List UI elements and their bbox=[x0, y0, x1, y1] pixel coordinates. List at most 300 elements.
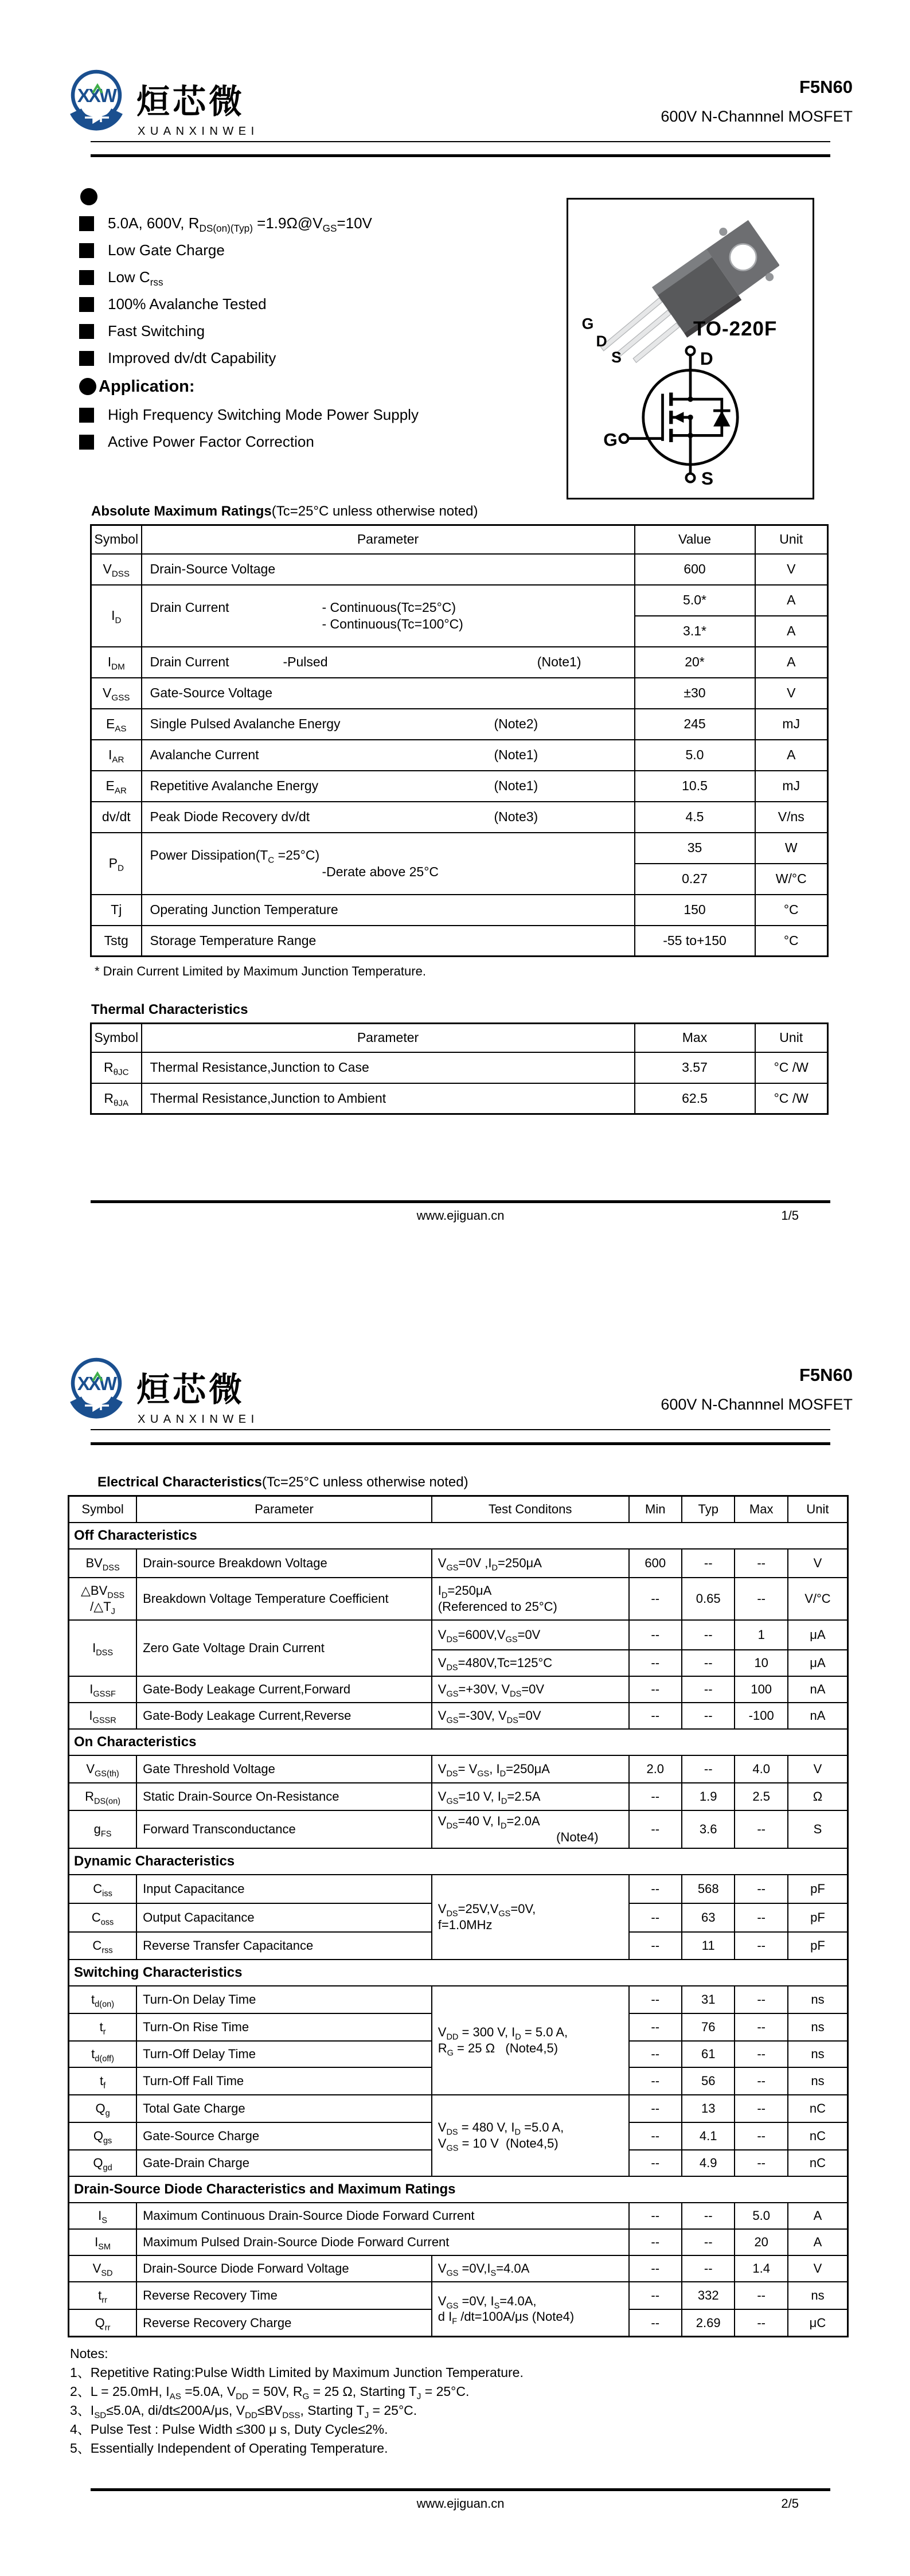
cell-unit: nA bbox=[788, 1703, 848, 1729]
cell-typ: 2.69 bbox=[682, 2309, 735, 2337]
cell-typ: 61 bbox=[682, 2041, 735, 2067]
col-header-max: Max bbox=[735, 1496, 787, 1523]
cell-max: -- bbox=[735, 1578, 787, 1620]
cell-symbol: $R_{\theta JC}$ bbox=[91, 1052, 142, 1083]
cell-min: -- bbox=[629, 1650, 682, 1676]
cell-parameter bbox=[142, 802, 635, 833]
cell-symbol: $BV_{DSS}$ bbox=[69, 1549, 137, 1578]
table-row bbox=[69, 1578, 848, 1620]
cell-max: 5.0 bbox=[735, 2203, 787, 2229]
header-rule-thick bbox=[91, 154, 830, 157]
cell-symbol: $I_S$ bbox=[69, 2203, 137, 2229]
cell-parameter: Turn-Off Fall Time bbox=[136, 2067, 432, 2095]
cell-max: -- bbox=[735, 2282, 787, 2309]
square-bullet-icon bbox=[79, 435, 94, 450]
cell-min: -- bbox=[629, 2095, 682, 2122]
cell-typ: -- bbox=[682, 1620, 735, 1650]
cell-unit: nC bbox=[788, 2095, 848, 2122]
pin-label-s: S bbox=[611, 349, 622, 364]
thermal-characteristics-table bbox=[90, 1022, 829, 1115]
application-item bbox=[79, 401, 561, 428]
cell-unit: A bbox=[788, 2203, 848, 2229]
datasheet-page-2 bbox=[0, 1288, 910, 2576]
cell-symbol: $t_{d(on)}$ bbox=[69, 1986, 137, 2013]
table-row bbox=[69, 1676, 848, 1703]
part-subtitle: 600V N-Channnel MOSFET bbox=[661, 108, 853, 125]
header-rule-thick bbox=[91, 1442, 830, 1445]
cell-symbol: $I_{DSS}$ bbox=[69, 1620, 137, 1676]
col-header-unit: Unit bbox=[788, 1496, 848, 1523]
cell-min: -- bbox=[629, 1903, 682, 1932]
table-row bbox=[69, 1875, 848, 1903]
notes-heading: Notes: bbox=[70, 2346, 108, 2361]
cell-parameter: Static Drain-Source On-Resistance bbox=[136, 1783, 432, 1810]
cell-parameter: Input Capacitance bbox=[136, 1875, 432, 1903]
cell-typ: 76 bbox=[682, 2013, 735, 2041]
param-note: (Note1) bbox=[494, 747, 538, 763]
part-number: F5N60 bbox=[799, 1365, 853, 1385]
param-cond: - Continuous(Tc=25°C) bbox=[322, 599, 456, 615]
cell-conditions-shared: $V_{DS} = 480$ V, $I_D =5.0$ A, $V_{GS} = 10$ V (Note4,5) bbox=[432, 2095, 629, 2176]
cell-conditions: $V_{GS} =0V,I_S=4.0A$ bbox=[432, 2255, 629, 2282]
cell-min: 2.0 bbox=[629, 1755, 682, 1783]
param-cond: -Derate above 25°C bbox=[322, 864, 439, 879]
cell-parameter bbox=[142, 585, 635, 647]
square-bullet-icon bbox=[79, 270, 94, 285]
cell-typ: 332 bbox=[682, 2282, 735, 2309]
cell-value: 20* bbox=[635, 647, 755, 678]
cond-note: (Note4) bbox=[556, 1829, 599, 1844]
cell-unit: ns bbox=[788, 2067, 848, 2095]
col-header-unit: Unit bbox=[755, 1024, 828, 1052]
col-header-parameter: Parameter bbox=[142, 1024, 635, 1052]
cell-typ: 0.65 bbox=[682, 1578, 735, 1620]
cell-typ: 63 bbox=[682, 1903, 735, 1932]
page-number: 1/5 bbox=[781, 1208, 799, 1223]
cell-min: -- bbox=[629, 1875, 682, 1903]
cell-typ: 31 bbox=[682, 1986, 735, 2013]
cell-unit: ns bbox=[788, 2282, 848, 2309]
cell-unit: nA bbox=[788, 1676, 848, 1703]
cell-parameter: Breakdown Voltage Temperature Coefficient bbox=[136, 1578, 432, 1620]
cell-typ: 1.9 bbox=[682, 1783, 735, 1810]
cell-parameter: Gate-Source Voltage bbox=[142, 678, 635, 709]
cell-min: -- bbox=[629, 2013, 682, 2041]
note-item: 3、$I_{SD}\le 5.0A$, di/dt≤200A/μs, $V_{DD}\le BV_{DSS}$, Starting $T_J = 25^\circ C$. bbox=[70, 2403, 417, 2421]
brand-name-en: XUANXINWEI bbox=[138, 1413, 259, 1426]
package-name: TO-220F bbox=[693, 318, 778, 340]
cell-typ: -- bbox=[682, 1549, 735, 1578]
table-header-row bbox=[91, 525, 828, 554]
param-cond: -Pulsed bbox=[283, 654, 328, 670]
cell-unit: A bbox=[755, 647, 828, 678]
table-row bbox=[91, 709, 828, 740]
brand-name-en: XUANXINWEI bbox=[138, 125, 259, 138]
cell-unit: °C /W bbox=[755, 1052, 828, 1083]
cell-symbol: $R_{DS(on)}$ bbox=[69, 1783, 137, 1810]
footer-url: www.ejiguan.cn bbox=[416, 1208, 505, 1223]
cell-symbol: $C_{rss}$ bbox=[69, 1932, 137, 1960]
footer-url: www.ejiguan.cn bbox=[416, 2496, 505, 2511]
cell-min: -- bbox=[629, 2255, 682, 2282]
cell-min: -- bbox=[629, 2229, 682, 2255]
bullet-icon bbox=[80, 188, 97, 205]
feature-text: 5.0A, 600V, $R_{DS(on)(Typ)}$ $=1.9\Omega@V_{GS}=10V$ bbox=[108, 214, 372, 235]
symbol-label-s: S bbox=[701, 467, 714, 487]
table-row bbox=[69, 1703, 848, 1729]
cell-min: -- bbox=[629, 2067, 682, 2095]
col-header-parameter: Parameter bbox=[142, 525, 635, 554]
feature-text: Low Gate Charge bbox=[108, 241, 225, 259]
param-note: (Note1) bbox=[537, 654, 581, 670]
cell-unit: μA bbox=[788, 1620, 848, 1650]
col-header-max: Max bbox=[635, 1024, 755, 1052]
cell-parameter: Storage Temperature Range bbox=[142, 926, 635, 957]
table-row bbox=[91, 585, 828, 616]
gate-terminal bbox=[620, 434, 628, 443]
part-header bbox=[661, 77, 853, 126]
page-footer bbox=[91, 2488, 830, 2511]
param-name: Drain Current bbox=[150, 599, 229, 615]
cell-min: -- bbox=[629, 2203, 682, 2229]
symbol-label-d: D bbox=[700, 348, 713, 369]
cell-max: -- bbox=[735, 2013, 787, 2041]
cell-symbol: dv/dt bbox=[91, 802, 142, 833]
cell-typ: 568 bbox=[682, 1875, 735, 1903]
section-band-off: Off Characteristics bbox=[69, 1523, 848, 1549]
param-name: Peak Diode Recovery dv/dt bbox=[150, 809, 310, 825]
cell-parameter: Drain-source Breakdown Voltage bbox=[136, 1549, 432, 1578]
table-row bbox=[69, 1620, 848, 1650]
cell-min: 600 bbox=[629, 1549, 682, 1578]
cell-value: -55 to+150 bbox=[635, 926, 755, 957]
cell-min: -- bbox=[629, 2041, 682, 2067]
cell-typ: 3.6 bbox=[682, 1810, 735, 1848]
header-rule-thin bbox=[91, 1429, 830, 1430]
table-row bbox=[91, 1052, 828, 1083]
param-name: Power $Dissipation(T_C =25^\circ C)$ bbox=[150, 847, 320, 865]
cell-parameter: Gate-Source Charge bbox=[136, 2122, 432, 2150]
cell-parameter: Drain-Source Diode Forward Voltage bbox=[136, 2255, 432, 2282]
table-row bbox=[91, 1083, 828, 1114]
brand-name-cn: 烜芯微 bbox=[136, 1371, 245, 1408]
cell-min: -- bbox=[629, 2122, 682, 2150]
cell-conditions: $V_{DS}=600V,V_{GS}=0V$ bbox=[432, 1620, 629, 1650]
section-title: Electrical Characteristics(Tc=25°C unless otherwise noted) bbox=[97, 1474, 468, 1490]
cell-unit: A bbox=[788, 2229, 848, 2255]
cell-parameter bbox=[142, 740, 635, 771]
cell-unit: V bbox=[788, 2255, 848, 2282]
cell-value: 245 bbox=[635, 709, 755, 740]
cell-parameter: Turn-Off Delay Time bbox=[136, 2041, 432, 2067]
cell-conditions: $V_{GS}=0V$ $,I_D=250\mu A$ bbox=[432, 1549, 629, 1578]
cell-parameter: Turn-On Delay Time bbox=[136, 1986, 432, 2013]
cell-min: -- bbox=[629, 2309, 682, 2337]
cell-symbol: $V_{SD}$ bbox=[69, 2255, 137, 2282]
cell-parameter: Reverse Recovery Charge bbox=[136, 2309, 432, 2337]
feature-item bbox=[79, 318, 561, 345]
col-header-min: Min bbox=[629, 1496, 682, 1523]
cell-max: -- bbox=[735, 1903, 787, 1932]
cell-unit: °C bbox=[755, 895, 828, 926]
cell-min: -- bbox=[629, 1783, 682, 1810]
cell-max: 1.4 bbox=[735, 2255, 787, 2282]
application-heading: Application: bbox=[79, 372, 561, 401]
cell-unit: W/°C bbox=[755, 864, 828, 895]
cell-value: 3.57 bbox=[635, 1052, 755, 1083]
note-item: 2、L = 25.0mH, $I_{AS} =5.0A$, $V_{DD} = 50V$, $R_G = 25$ Ω, Starting $T_J = 25^\circ C$. bbox=[70, 2384, 470, 2402]
table-row bbox=[91, 554, 828, 585]
cell-symbol: $R_{\theta JA}$ bbox=[91, 1083, 142, 1114]
cell-parameter: Gate-Body Leakage Current,Reverse bbox=[136, 1703, 432, 1729]
col-header-symbol: Symbol bbox=[91, 525, 142, 554]
table-row bbox=[91, 802, 828, 833]
cell-max: -- bbox=[735, 2309, 787, 2337]
cell-value: 0.27 bbox=[635, 864, 755, 895]
cell-conditions: $V_{GS}=+30V$, $V_{DS}=0V$ bbox=[432, 1676, 629, 1703]
square-bullet-icon bbox=[79, 297, 94, 312]
channel-arrow bbox=[673, 412, 684, 423]
table-footnote: * Drain Current Limited by Maximum Junction Temperature. bbox=[95, 964, 426, 978]
cell-symbol: $V_{GSS}$ bbox=[91, 678, 142, 709]
table-row bbox=[91, 740, 828, 771]
cell-symbol: $Q_{gd}$ bbox=[69, 2150, 137, 2176]
cell-symbol: $I_D$ bbox=[91, 585, 142, 647]
cell-unit: A bbox=[755, 740, 828, 771]
table-row bbox=[91, 833, 828, 864]
param-name: Single Pulsed Avalanche Energy bbox=[150, 716, 341, 732]
application-text: Active Power Factor Correction bbox=[108, 433, 314, 450]
logo-mark-text: XXW bbox=[77, 1373, 116, 1394]
thermal-characteristics-section bbox=[90, 1002, 827, 1115]
table-row bbox=[69, 1783, 848, 1810]
cell-typ: 56 bbox=[682, 2067, 735, 2095]
table-row bbox=[91, 678, 828, 709]
table-row bbox=[91, 647, 828, 678]
cell-min: -- bbox=[629, 2282, 682, 2309]
cell-unit: pF bbox=[788, 1875, 848, 1903]
cell-symbol: Tstg bbox=[91, 926, 142, 957]
cell-symbol: $I_{DM}$ bbox=[91, 647, 142, 678]
cell-unit: ns bbox=[788, 2041, 848, 2067]
features-section bbox=[79, 188, 561, 455]
cell-min: -- bbox=[629, 2150, 682, 2176]
package-box bbox=[567, 198, 814, 499]
param-note: (Note3) bbox=[494, 809, 538, 825]
logo-mark-text: XXW bbox=[77, 85, 116, 106]
table-row bbox=[69, 1810, 848, 1848]
absolute-maximum-ratings-table bbox=[90, 524, 829, 957]
symbol-label-g: G bbox=[603, 429, 618, 450]
param-name: Avalanche Current bbox=[150, 747, 259, 763]
cell-typ: 13 bbox=[682, 2095, 735, 2122]
cell-typ: 4.1 bbox=[682, 2122, 735, 2150]
cell-parameter: Total Gate Charge bbox=[136, 2095, 432, 2122]
section-title: Absolute Maximum Ratings(Tc=25°C unless otherwise noted) bbox=[91, 504, 478, 519]
cell-parameter: Reverse Recovery Time bbox=[136, 2282, 432, 2309]
cell-conditions: $V_{DS}=480V,Tc=125^\circ C$ bbox=[432, 1650, 629, 1676]
page-number: 2/5 bbox=[781, 2496, 799, 2511]
cell-unit: V bbox=[788, 1549, 848, 1578]
table-row bbox=[69, 1549, 848, 1578]
cell-max: 1 bbox=[735, 1620, 787, 1650]
cell-max: -- bbox=[735, 2122, 787, 2150]
cell-symbol: $t_{rr}$ bbox=[69, 2282, 137, 2309]
cell-min: -- bbox=[629, 1676, 682, 1703]
cell-unit: W bbox=[755, 833, 828, 864]
cell-symbol: $I_{GSSF}$ bbox=[69, 1676, 137, 1703]
cell-conditions: $I_D=250\mu A$ (Referenced to 25°C) bbox=[432, 1578, 629, 1620]
cell-max: -- bbox=[735, 2041, 787, 2067]
section-title: Thermal Characteristics bbox=[91, 1002, 248, 1017]
table-header-row bbox=[91, 1024, 828, 1052]
cell-parameter: Operating Junction Temperature bbox=[142, 895, 635, 926]
cell-conditions bbox=[432, 1810, 629, 1848]
cell-symbol: $E_{AR}$ bbox=[91, 771, 142, 802]
page-header bbox=[64, 67, 870, 147]
cell-parameter bbox=[142, 833, 635, 895]
cell-typ: -- bbox=[682, 2255, 735, 2282]
cell-value: ±30 bbox=[635, 678, 755, 709]
cell-parameter: Thermal Resistance,Junction to Ambient bbox=[142, 1083, 635, 1114]
tab-dimple bbox=[766, 273, 774, 281]
cell-typ: -- bbox=[682, 2229, 735, 2255]
part-subtitle: 600V N-Channnel MOSFET bbox=[661, 1396, 853, 1413]
cell-conditions-shared: $V_{DS}=25V,V_{GS}=0V$, f=1.0MHz bbox=[432, 1875, 629, 1960]
application-text: High Frequency Switching Mode Power Supply bbox=[108, 406, 419, 423]
col-header-unit: Unit bbox=[755, 525, 828, 554]
cell-parameter: Reverse Transfer Capacitance bbox=[136, 1932, 432, 1960]
notes-section bbox=[70, 2344, 849, 2458]
table-row bbox=[69, 2229, 848, 2255]
brand-name-cn: 烜芯微 bbox=[136, 83, 245, 120]
section-band-diode: Drain-Source Diode Characteristics and Maximum Ratings bbox=[69, 2176, 848, 2203]
cell-parameter: Forward Transconductance bbox=[136, 1810, 432, 1848]
note-item: 4、Pulse Test : Pulse Width ≤300 μ s, Duty Cycle≤2%. bbox=[70, 2422, 388, 2437]
cell-unit: V bbox=[755, 678, 828, 709]
cell-unit: μC bbox=[788, 2309, 848, 2337]
cell-unit: nC bbox=[788, 2122, 848, 2150]
cell-value: 35 bbox=[635, 833, 755, 864]
cell-typ: -- bbox=[682, 1703, 735, 1729]
cell-parameter bbox=[142, 709, 635, 740]
table-row bbox=[69, 2095, 848, 2122]
cell-max: -- bbox=[735, 1549, 787, 1578]
cell-unit: V bbox=[788, 1755, 848, 1783]
brand-logo-text bbox=[136, 1355, 259, 1426]
bullet-icon bbox=[79, 378, 96, 395]
cell-parameter: Gate-Body Leakage Current,Forward bbox=[136, 1676, 432, 1703]
feature-text: Low $C_{rss}$ bbox=[108, 268, 163, 288]
cell-conditions: $V_{GS}=10$ V, $I_D=2.5A$ bbox=[432, 1783, 629, 1810]
cell-value: 3.1* bbox=[635, 616, 755, 647]
cell-unit: nC bbox=[788, 2150, 848, 2176]
cell-max: -- bbox=[735, 2067, 787, 2095]
pin-label-g: G bbox=[581, 315, 594, 333]
cell-parameter: Zero Gate Voltage Drain Current bbox=[136, 1620, 432, 1676]
cell-unit: °C bbox=[755, 926, 828, 957]
col-header-symbol: Symbol bbox=[91, 1024, 142, 1052]
cell-min: -- bbox=[629, 1620, 682, 1650]
cell-max: -- bbox=[735, 1986, 787, 2013]
absolute-maximum-ratings-section bbox=[90, 504, 827, 979]
cell-conditions: $V_{DS}= V_{GS}$, $I_D=250\mu A$ bbox=[432, 1755, 629, 1783]
table-row bbox=[69, 2203, 848, 2229]
part-header bbox=[661, 1365, 853, 1414]
cell-min: -- bbox=[629, 1578, 682, 1620]
col-header-typ: Typ bbox=[682, 1496, 735, 1523]
param-name: Repetitive Avalanche Energy bbox=[150, 778, 319, 794]
cell-value: 150 bbox=[635, 895, 755, 926]
cell-unit: pF bbox=[788, 1932, 848, 1960]
cell-max: -- bbox=[735, 1875, 787, 1903]
col-header-value: Value bbox=[635, 525, 755, 554]
cell-unit: V/ns bbox=[755, 802, 828, 833]
feature-item bbox=[79, 210, 561, 237]
param-note: (Note1) bbox=[494, 778, 538, 794]
cell-symbol: $C_{oss}$ bbox=[69, 1903, 137, 1932]
part-number: F5N60 bbox=[799, 77, 853, 97]
cell-symbol: $t_f$ bbox=[69, 2067, 137, 2095]
electrical-characteristics-table bbox=[68, 1495, 849, 2337]
table-row bbox=[91, 895, 828, 926]
col-header-parameter: Parameter bbox=[136, 1496, 432, 1523]
cell-symbol: $I_{GSSR}$ bbox=[69, 1703, 137, 1729]
cell-parameter bbox=[142, 647, 635, 678]
cell-unit: S bbox=[788, 1810, 848, 1848]
feature-item bbox=[79, 264, 561, 291]
brand-logo-icon bbox=[64, 67, 128, 131]
page-footer bbox=[91, 1200, 830, 1223]
cell-max: -- bbox=[735, 2150, 787, 2176]
square-bullet-icon bbox=[79, 408, 94, 423]
cell-symbol: $Q_g$ bbox=[69, 2095, 137, 2122]
feature-text: Improved dv/dt Capability bbox=[108, 349, 276, 366]
note-item: 1、Repetitive Rating:Pulse Width Limited by Maximum Junction Temperature. bbox=[70, 2365, 524, 2380]
cell-symbol: $t_{d(off)}$ bbox=[69, 2041, 137, 2067]
cell-value: 600 bbox=[635, 554, 755, 585]
cell-typ: -- bbox=[682, 2203, 735, 2229]
table-row bbox=[69, 2255, 848, 2282]
cell-symbol: $V_{DSS}$ bbox=[91, 554, 142, 585]
cell-value: 5.0* bbox=[635, 585, 755, 616]
cell-parameter: Gate Threshold Voltage bbox=[136, 1755, 432, 1783]
mounting-hole bbox=[730, 244, 756, 270]
cell-max: -- bbox=[735, 2095, 787, 2122]
cell-conditions-shared: $V_{GS} =0V$, $I_S=4.0A$, d $I_F$ /dt=100A/μs (Note4) bbox=[432, 2282, 629, 2337]
cell-conditions-shared: $V_{DD} = 300$ V, $I_D = 5.0$ A, $R_G = 25$ Ω (Note4,5) bbox=[432, 1986, 629, 2095]
table-header-row bbox=[69, 1496, 848, 1523]
cell-min: -- bbox=[629, 1986, 682, 2013]
cell-unit: °C /W bbox=[755, 1083, 828, 1114]
col-header-conditions: Test Conditons bbox=[432, 1496, 629, 1523]
cell-symbol: $I_{SM}$ bbox=[69, 2229, 137, 2255]
table-row bbox=[91, 771, 828, 802]
brand-logo-icon bbox=[64, 1355, 128, 1419]
drain-terminal bbox=[686, 346, 695, 355]
cell-max: 4.0 bbox=[735, 1755, 787, 1783]
cell-min: -- bbox=[629, 1810, 682, 1848]
feature-item bbox=[79, 237, 561, 264]
cell-symbol: Tj bbox=[91, 895, 142, 926]
cell-unit: pF bbox=[788, 1903, 848, 1932]
application-item bbox=[79, 428, 561, 455]
section-band-switching: Switching Characteristics bbox=[69, 1960, 848, 1986]
table-row bbox=[69, 2282, 848, 2309]
cell-unit: μA bbox=[788, 1650, 848, 1676]
cell-max: 2.5 bbox=[735, 1783, 787, 1810]
cell-symbol: $C_{iss}$ bbox=[69, 1875, 137, 1903]
